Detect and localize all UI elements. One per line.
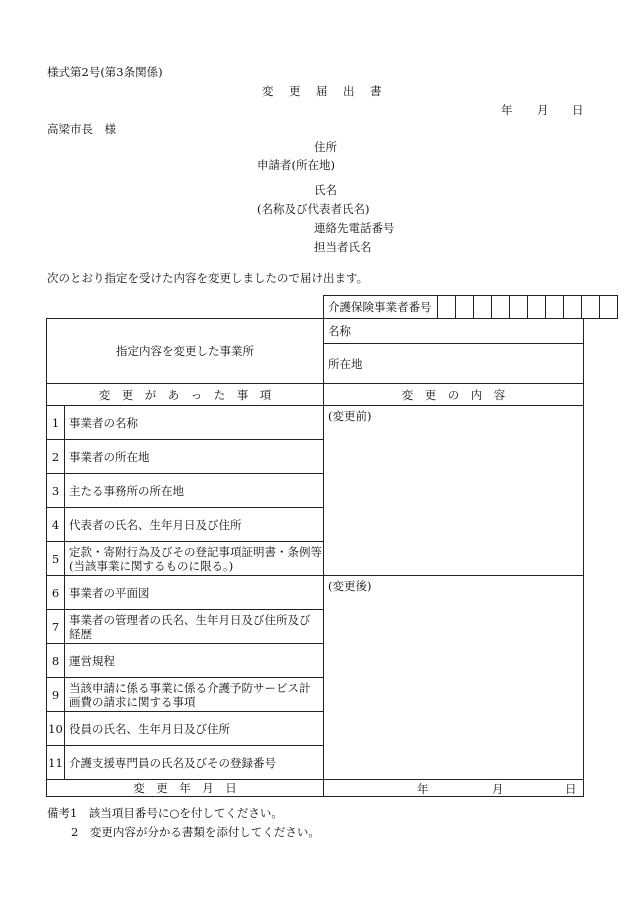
item-text: 主たる事務所の所在地	[65, 474, 324, 508]
statement: 次のとおり指定を受けた内容を変更しましたので届け出ます。	[47, 271, 369, 285]
phone-label: 連絡先電話番号	[314, 221, 395, 235]
item-text-line: (当該事業に関するものに限る。)	[69, 558, 234, 573]
item-number[interactable]: 10	[47, 712, 65, 746]
item-text: 役員の氏名、生年月日及び住所	[65, 712, 324, 746]
before-change-field[interactable]	[324, 406, 584, 576]
item-text: 介護支援専門員の氏名及びその登録番号	[65, 746, 324, 780]
table-row	[47, 576, 584, 610]
provider-number-digit[interactable]	[600, 296, 618, 319]
item-text-line: 事業者の管理者の氏名、生年月日及び住所及び	[69, 612, 311, 627]
item-text: 運営規程	[65, 644, 324, 678]
item-text	[65, 678, 324, 712]
office-address-field[interactable]	[324, 344, 584, 384]
provider-number-digit[interactable]	[528, 296, 546, 319]
item-text: 事業者の平面図	[65, 576, 324, 610]
change-date-field[interactable]	[324, 780, 584, 797]
name-note: (名称及び代表者氏名)	[257, 202, 370, 216]
person-label: 担当者氏名	[314, 240, 372, 254]
item-text-line: 経歴	[69, 626, 92, 641]
after-label: (変更後)	[328, 579, 372, 593]
item-number[interactable]: 4	[47, 508, 65, 542]
item-number[interactable]: 6	[47, 576, 65, 610]
item-text-line: 定款・寄附行為及びその登記事項証明書・条例等	[69, 544, 322, 559]
change-content-header: 変 更 の 内 容	[324, 384, 584, 406]
header-date-day: 日	[572, 103, 584, 117]
note-2: 2 変更内容が分かる書類を添付してください。	[71, 825, 320, 839]
changed-items-header: 変 更 が あ っ た 事 項	[47, 384, 324, 406]
page-title: 変 更 届 出 書	[262, 84, 384, 98]
form-code: 様式第2号(第3条関係)	[47, 65, 163, 79]
change-date-label: 変 更 年 月 日	[47, 780, 324, 797]
change-date-day: 日	[565, 782, 577, 796]
provider-number-label: 介護保険事業者番号	[324, 296, 438, 319]
office-name-field[interactable]	[324, 319, 584, 344]
item-number[interactable]: 2	[47, 440, 65, 474]
office-address-label: 所在地	[328, 356, 363, 371]
item-text	[65, 610, 324, 644]
change-form-table	[46, 318, 584, 797]
provider-number-digit[interactable]	[582, 296, 600, 319]
addressee: 高梁市長 様	[47, 122, 116, 136]
header-date-month: 月	[537, 103, 549, 117]
item-number[interactable]: 11	[47, 746, 65, 780]
provider-number-digit[interactable]	[546, 296, 564, 319]
item-text: 代表者の氏名、生年月日及び住所	[65, 508, 324, 542]
provider-number-digit[interactable]	[492, 296, 510, 319]
item-number[interactable]: 3	[47, 474, 65, 508]
item-text: 事業者の所在地	[65, 440, 324, 474]
item-number[interactable]: 8	[47, 644, 65, 678]
item-text	[65, 542, 324, 576]
table-row	[47, 406, 584, 440]
after-change-field[interactable]	[324, 576, 584, 780]
header-date-year: 年	[501, 103, 513, 117]
provider-number-table	[323, 295, 618, 319]
provider-number-digit[interactable]	[456, 296, 474, 319]
provider-number-digit[interactable]	[564, 296, 582, 319]
change-date-month: 月	[492, 782, 504, 796]
office-label: 指定内容を変更した事業所	[47, 319, 324, 384]
item-number[interactable]: 7	[47, 610, 65, 644]
item-text-line: 画費の請求に関する事項	[69, 694, 196, 709]
provider-number-digit[interactable]	[438, 296, 456, 319]
provider-number-digit[interactable]	[474, 296, 492, 319]
office-name-label: 名称	[328, 324, 351, 338]
item-text: 事業者の名称	[65, 406, 324, 440]
change-date-year: 年	[417, 782, 429, 796]
provider-number-digit[interactable]	[510, 296, 528, 319]
item-text-line: 当該申請に係る事業に係る介護予防サービス計	[69, 680, 311, 695]
note-1: 備考1 該当項目番号に○を付してください。	[47, 806, 283, 820]
applicant-label: 申請者(所在地)	[257, 158, 335, 172]
item-number[interactable]: 9	[47, 678, 65, 712]
before-label: (変更前)	[328, 409, 372, 423]
address-label: 住所	[314, 140, 337, 154]
item-number[interactable]: 5	[47, 542, 65, 576]
item-number[interactable]: 1	[47, 406, 65, 440]
name-label: 氏名	[314, 183, 337, 197]
